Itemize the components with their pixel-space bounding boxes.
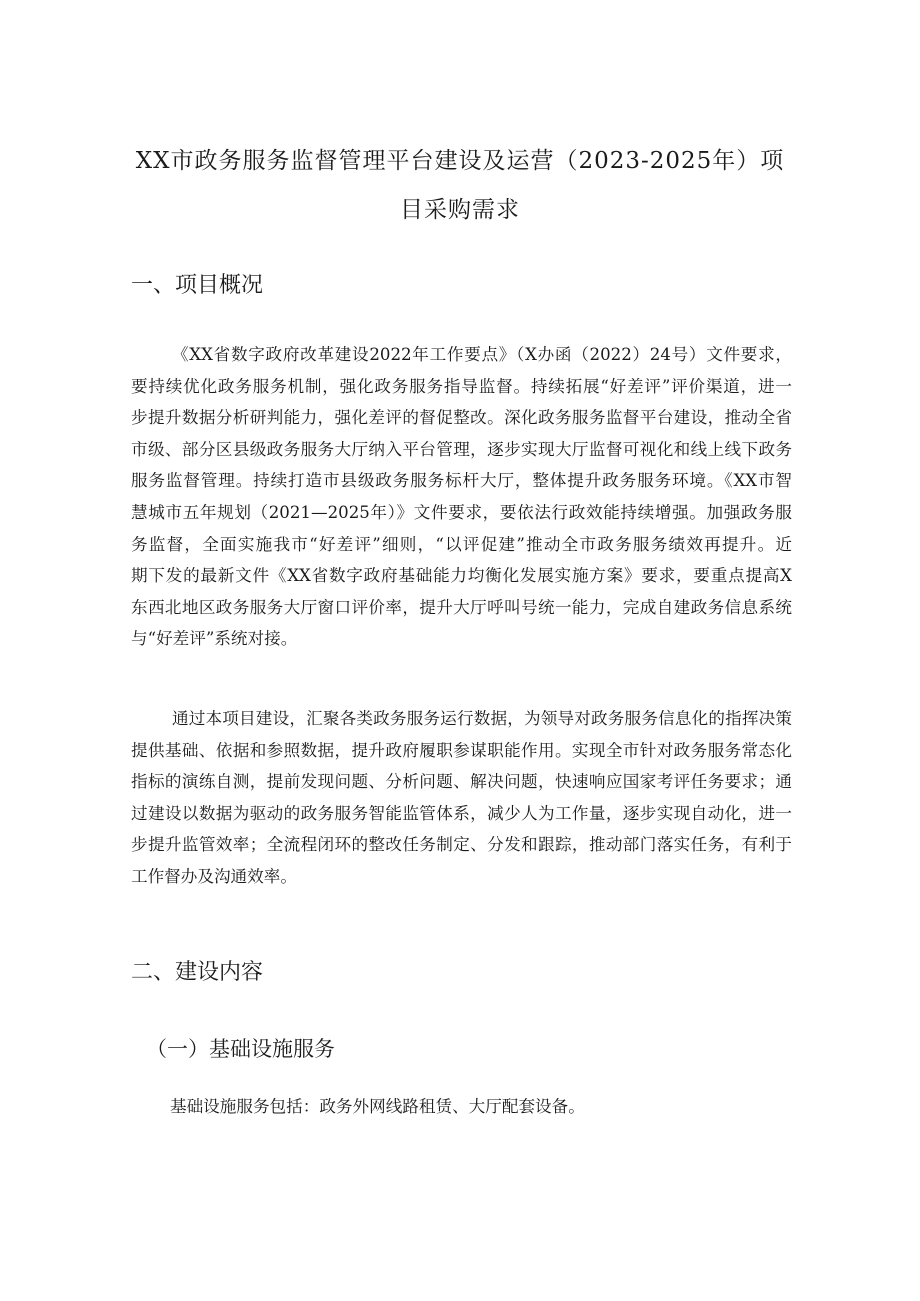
document-title-line1: XX市政务服务监督管理平台建设及运营（2023-2025年）项 (135, 148, 785, 174)
paragraph-line: 东西北地区政务服务大厅窗口评价率，提升大厅呼叫号统一能力，完成自建政务信息系统 (131, 597, 792, 617)
subsection-heading-infrastructure: （一）基础设施服务 (146, 1037, 335, 1061)
paragraph-line: 服务监督管理。持续打造市县级政务服务标杆大厅，整体提升政务服务环境。《XX市智 (131, 471, 792, 491)
paragraph-infrastructure: 基础设施服务包括：政务外网线路租赁、大厅配套设备。 (170, 1097, 585, 1116)
paragraph-overview-2 (131, 703, 792, 893)
paragraph-line: 指标的演练自测，提前发现问题、分析问题、解决问题，快速响应国家考评任务要求；通 (131, 772, 792, 792)
paragraph-overview-1 (131, 339, 792, 655)
paragraph-line: 步提升监管效率；全流程闭环的整改任务制定、分发和跟踪，推动部门落实任务，有利于 (131, 835, 792, 855)
paragraph-line: 要持续优化政务服务机制，强化政务服务指导监督。持续拓展“好差评”评价渠道，进一 (131, 376, 792, 396)
section-heading-overview: 一、项目概况 (131, 273, 264, 298)
paragraph-line: 市级、部分区县级政务服务大厅纳入平台管理，逐步实现大厅监督可视化和线上线下政务 (131, 439, 792, 459)
paragraph-line: 提供基础、依据和参照数据，提升政府履职参谋职能作用。实现全市针对政务服务常态化 (131, 740, 792, 760)
document-title-line2: 目采购需求 (400, 197, 520, 223)
paragraph-line: 《XX省数字政府改革建设2022年工作要点》（X办函（2022）24号）文件要求， (172, 345, 792, 364)
paragraph-line: 慧城市五年规划（2021—2025年）》文件要求，要依法行政效能持续增强。加强政务服 (131, 502, 792, 522)
paragraph-line: 务监督，全面实施我市“好差评”细则，“以评促建”推动全市政务服务绩效再提升。近 (131, 534, 792, 554)
section-heading-construction: 二、建设内容 (131, 960, 264, 985)
paragraph-line: 工作督办及沟通效率。 (131, 866, 297, 886)
paragraph-line: 步提升数据分析研判能力，强化差评的督促整改。深化政务服务监督平台建设，推动全省 (131, 408, 792, 428)
paragraph-line: 通过本项目建设，汇聚各类政务服务运行数据，为领导对政务服务信息化的指挥决策 (172, 709, 792, 728)
paragraph-line: 期下发的最新文件《XX省数字政府基础能力均衡化发展实施方案》要求，要重点提高X (131, 566, 792, 586)
paragraph-line: 过建设以数据为驱动的政务服务智能监管体系，减少人为工作量，逐步实现自动化，进一 (131, 803, 792, 823)
paragraph-line: 与“好差评”系统对接。 (131, 629, 298, 649)
